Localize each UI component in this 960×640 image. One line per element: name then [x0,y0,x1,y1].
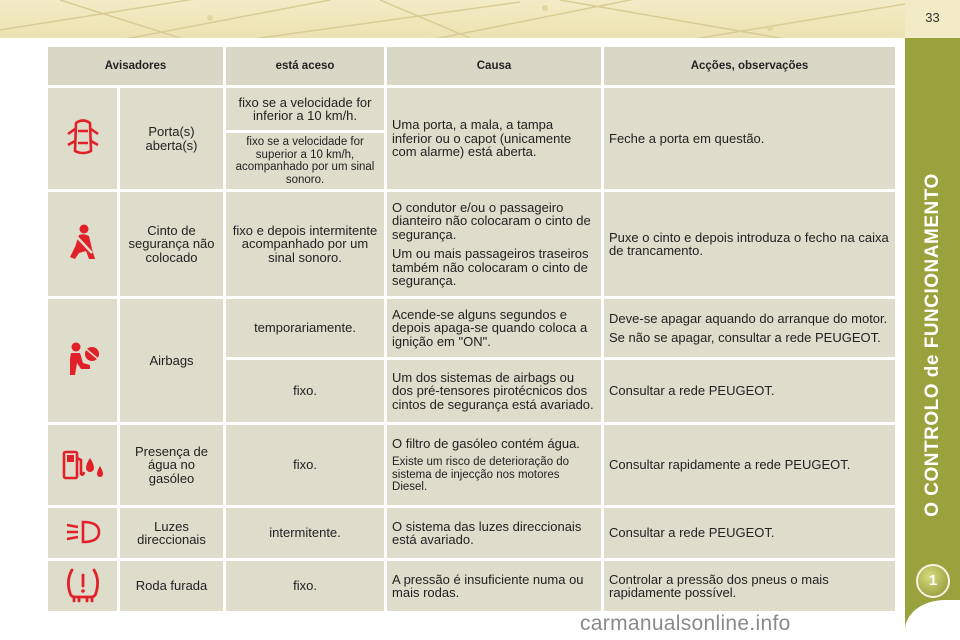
seatbelt-icon-cell [48,192,117,296]
seatbelt-state: fixo e depois intermitente acompanhado por um sinal sonoro. [226,192,384,296]
airbag-icon-cell [48,299,117,422]
water-in-diesel-icon-cell [48,425,117,505]
top-decorative-band [0,0,905,38]
airbag-action-startup [604,299,895,357]
page-number: 33 [925,10,940,25]
warning-lights-table [45,44,898,614]
tyre-action: Controlar a pressão dos pneus o mais rapidamente possível. [604,561,895,611]
lights-action: Consultar a rede PEUGEOT. [604,508,895,558]
door-state-fast: fixo se a velocidade for superior a 10 km/h, acompanhado por um sinal sonoro. [226,133,384,189]
headlamp-fault-icon-cell [48,508,117,558]
door-state-slow: fixo se a velocidade for inferior a 10 km/h. [226,88,384,130]
airbag-icon [63,339,103,379]
table-header-row [48,47,895,85]
water-label: Presença de água no gasóleo [120,425,223,505]
tyre-cause: A pressão é insuficiente numa ou mais rodas. [387,561,601,611]
lights-cause: O sistema das luzes direccionais está avariado. [387,508,601,558]
lights-state: intermitente. [226,508,384,558]
airbag-action-a: Deve-se apagar aquando do arranque do motor. [609,310,888,326]
door-label: Porta(s) aberta(s) [120,88,223,189]
airbag-label: Airbags [120,299,223,422]
seatbelt-icon [65,223,101,263]
airbag-cause-fault: Um dos sistemas de airbags ou dos pré-tensores pirotécnicos dos cintos de segurança está avariado. [387,360,601,422]
door-open-icon [65,117,101,157]
water-in-diesel-icon [60,444,106,484]
section-title: O CONTROLO de FUNCIONAMENTO [922,173,943,517]
table-row [48,508,895,558]
water-state: fixo. [226,425,384,505]
water-cause-filter: O filtro de gasóleo contém água. [392,435,580,451]
airbag-action-fault: Consultar a rede PEUGEOT. [604,360,895,422]
door-cause: Uma porta, a mala, a tampa inferior ou o capot (unicamente com alarme) está aberta. [387,88,601,189]
table-row [48,88,895,130]
header-esta-aceso: está aceso [226,47,384,85]
door-open-icon-cell [48,88,117,189]
tyre-pressure-icon-cell [48,561,117,611]
chapter-badge: 1 [916,564,950,598]
seatbelt-cause [387,192,601,296]
table-row [48,299,895,357]
seatbelt-cause-front: O condutor e/ou o passageiro dianteiro não colocaram o cinto de segurança. [392,199,591,242]
water-cause [387,425,601,505]
header-accoes: Acções, observações [604,47,895,85]
table-row [48,561,895,611]
table-row [48,192,895,296]
airbag-cause-startup: Acende-se alguns segundos e depois apaga-se quando coloca a ignição em "ON". [387,299,601,357]
seatbelt-action: Puxe o cinto e depois introduza o fecho na caixa de trancamento. [604,192,895,296]
headlamp-fault-icon [63,517,103,547]
airbag-state-fixed: fixo. [226,360,384,422]
water-cause-risk: Existe um risco de deterioração do sistema de injecção nos motores Diesel. [392,456,570,493]
airbag-state-temporary: temporariamente. [226,299,384,357]
door-action: Feche a porta em questão. [604,88,895,189]
lights-label: Luzes direccionais [120,508,223,558]
seatbelt-cause-rear: Um ou mais passageiros traseiros também não colocaram o cinto de segurança. [392,246,589,288]
header-causa: Causa [387,47,601,85]
airbag-action-b: Se não se apagar, consultar a rede PEUGEOT. [609,330,881,345]
water-action: Consultar rapidamente a rede PEUGEOT. [604,425,895,505]
seatbelt-label: Cinto de segurança não colocado [120,192,223,296]
tyre-pressure-icon [63,567,103,603]
tyre-state: fixo. [226,561,384,611]
table-row [48,425,895,505]
header-avisadores: Avisadores [48,47,223,85]
tyre-label: Roda furada [120,561,223,611]
decorative-lines [0,0,905,38]
watermark: carmanualsonline.info [580,612,791,635]
